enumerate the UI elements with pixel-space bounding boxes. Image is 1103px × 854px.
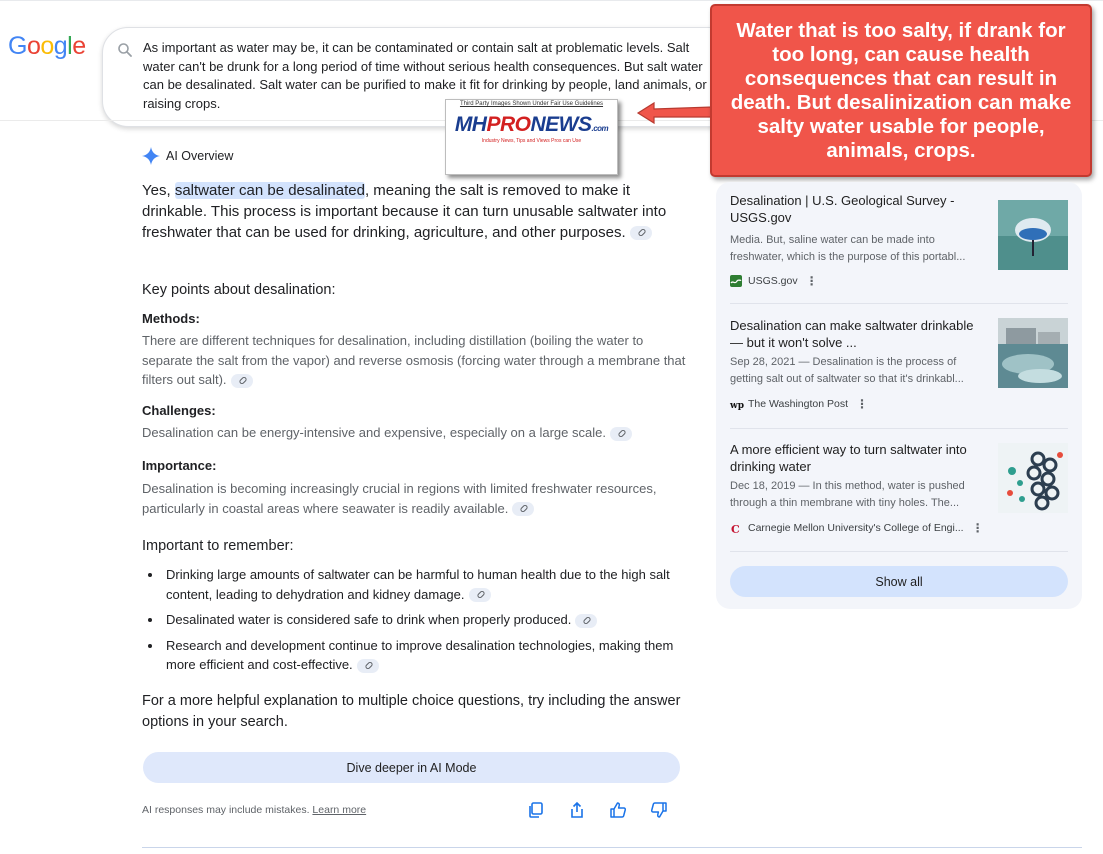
highlighted-answer: saltwater can be desalinated — [174, 182, 365, 199]
source-meta — [730, 397, 868, 411]
sources-panel — [716, 182, 1082, 609]
top-border — [0, 0, 1103, 1]
logo-letter: o — [40, 32, 54, 60]
ai-overview-body — [142, 180, 687, 243]
logo-letter: e — [72, 32, 86, 60]
svg-text:wp: wp — [730, 401, 745, 411]
logo-letter: l — [67, 32, 73, 60]
methods-text: There are different techniques for desalination, including distillation (boiling the water to separate the salt from the vapor) and reverse osmosis (forcing water through a membrane that filters out salt). — [142, 333, 686, 387]
google-logo[interactable] — [8, 31, 86, 61]
methods-heading: Methods: — [142, 311, 200, 326]
fair-use-note: Third Party Images Shown Under Fair Use Guidelines — [459, 101, 604, 107]
svg-text:C: C — [731, 523, 740, 536]
search-icon — [117, 42, 133, 58]
brand-wordmark: MHPRONEWS.com — [454, 113, 609, 136]
source-title[interactable]: Desalination | U.S. Geological Survey - USGS.gov — [730, 193, 955, 225]
list-item: Drinking large amounts of saltwater can be harmful to human health due to the high salt content, leading to dehydration and kidney damage. — [142, 565, 687, 604]
learn-more-link[interactable]: Learn more — [312, 804, 367, 816]
section-divider — [142, 847, 1082, 848]
source-thumbnail[interactable] — [998, 318, 1068, 388]
remember-heading: Important to remember: — [142, 538, 294, 554]
source-divider — [730, 551, 1068, 552]
ai-overview-header — [142, 146, 233, 166]
list-item: Desalinated water is considered safe to drink when properly produced. — [142, 610, 687, 630]
importance-heading: Importance: — [142, 458, 217, 473]
search-input[interactable]: As important as water may be, it can be contaminated or contain salt at problematic levels. Salt water can't be drunk for a long period of time without serious health consequences. But salt water can be desalinated. Salt water can be purified to make it fit for drinking by people, land animals, or raising crops. — [143, 40, 707, 111]
link-chip-icon[interactable] — [630, 226, 652, 240]
source-snippet: Media. But, saline water can be made into freshwater, which is the purpose of this portabl... — [730, 234, 966, 263]
brand-tagline: Industry News, Tips and Views Pros can Use — [481, 138, 582, 144]
source-site: The Washington Post — [748, 398, 848, 410]
lead-paragraph: Yes, saltwater can be desalinated, meaning the salt is removed to make it drinkable. This process is important because it can turn unusable saltwater into freshwater that can be used for drinking, agriculture, and other purposes. — [142, 182, 667, 241]
link-chip-icon[interactable] — [469, 588, 491, 602]
copy-icon[interactable] — [527, 801, 545, 819]
callout-text: Water that is too salty, if drank for too long, can cause health consequences that can result in death. But desalinization can make salty water usable for people, animals, crops. — [730, 18, 1072, 162]
callout-arrow-icon — [636, 98, 716, 128]
list-item: Research and development continue to improve desalination technologies, making them more efficient and cost-effective. — [142, 636, 687, 675]
ai-disclaimer: AI responses may include mistakes. Learn more — [142, 804, 367, 816]
more-options-icon[interactable]: ⋮ — [856, 397, 868, 411]
share-icon[interactable] — [568, 801, 586, 819]
source-card[interactable] — [730, 192, 1068, 302]
challenges-text: Desalination can be energy-intensive and expensive, especially on a large scale. — [142, 423, 687, 443]
source-site: Carnegie Mellon University's College of Engi... — [748, 522, 964, 534]
mhpronews-logo — [445, 99, 618, 175]
source-site: USGS.gov — [748, 275, 798, 287]
link-chip-icon[interactable] — [575, 614, 597, 628]
source-meta — [730, 521, 984, 535]
annotation-callout — [710, 4, 1092, 177]
importance-text: Desalination is becoming increasingly crucial in regions with limited freshwater resources, particularly in coastal areas where seawater is readily available. — [142, 481, 657, 516]
more-options-icon[interactable]: ⋮ — [805, 274, 818, 288]
source-title[interactable]: A more efficient way to turn saltwater into drinking water — [730, 442, 967, 474]
link-chip-icon[interactable] — [512, 502, 534, 516]
logo-letter: o — [26, 32, 41, 60]
thumbs-up-icon[interactable] — [609, 801, 627, 819]
ai-overview-label: AI Overview — [166, 149, 234, 163]
sparkle-icon — [142, 147, 160, 165]
source-thumbnail[interactable] — [998, 200, 1068, 270]
challenges-heading: Challenges: — [142, 403, 216, 418]
logo-letter: G — [8, 32, 27, 60]
washington-post-favicon-icon — [730, 398, 745, 411]
more-options-icon[interactable]: ⋮ — [971, 521, 984, 535]
thumbs-down-icon[interactable] — [650, 801, 668, 819]
closing-paragraph: For a more helpful explanation to multiple choice questions, try including the answer options in your search. — [142, 693, 681, 730]
cmu-favicon-icon — [730, 522, 742, 534]
source-snippet: Dec 18, 2019 — In this method, water is pushed through a thin membrane with tiny holes. The... — [730, 480, 965, 509]
show-all-button[interactable]: Show all — [730, 566, 1068, 597]
key-points-heading: Key points about desalination: — [142, 282, 336, 298]
link-chip-icon[interactable] — [610, 427, 632, 441]
source-card[interactable] — [730, 317, 1068, 427]
source-thumbnail[interactable] — [998, 443, 1068, 513]
source-meta — [730, 274, 818, 288]
source-snippet: Sep 28, 2021 — Desalination is the process of getting salt out of saltwater so that it's drinkabl... — [730, 356, 964, 385]
logo-letter: g — [53, 32, 68, 60]
usgs-favicon-icon — [730, 275, 742, 287]
source-title[interactable]: Desalination can make saltwater drinkable — but it won't solve ... — [730, 318, 974, 350]
source-divider — [730, 428, 1068, 429]
source-card[interactable] — [730, 441, 1068, 551]
remember-list — [142, 565, 687, 681]
dive-deeper-button[interactable]: Dive deeper in AI Mode — [143, 752, 680, 783]
source-divider — [730, 303, 1068, 304]
link-chip-icon[interactable] — [231, 374, 253, 388]
link-chip-icon[interactable] — [357, 659, 379, 673]
